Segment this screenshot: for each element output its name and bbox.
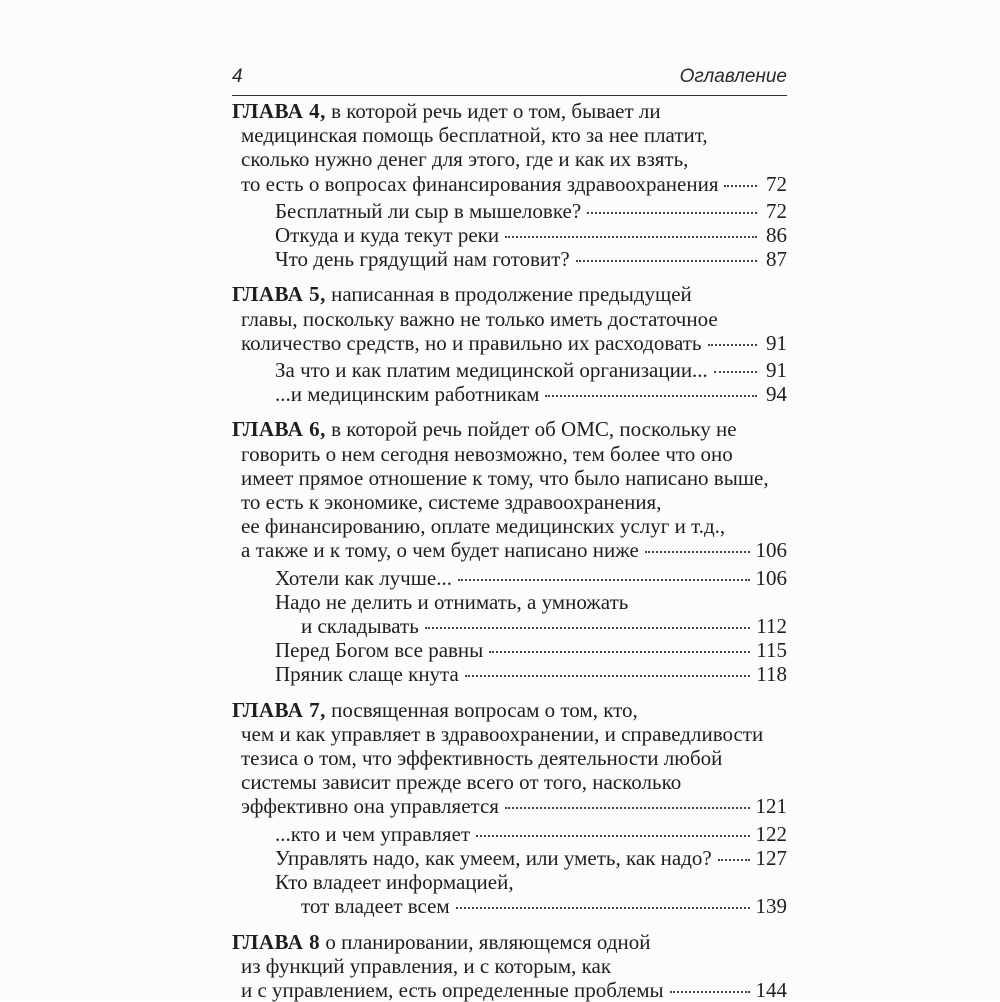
leader-dots	[465, 675, 750, 677]
section-entry[interactable]	[275, 199, 787, 223]
chapter-first-line	[232, 282, 787, 306]
page-number: 4	[232, 66, 243, 88]
entry-page-number: 112	[756, 614, 787, 638]
section-entry[interactable]	[275, 638, 787, 662]
section-entry[interactable]	[275, 247, 787, 271]
entry-page-number: 91	[763, 331, 787, 355]
chapter-last-line[interactable]	[232, 978, 787, 1002]
leader-dots	[545, 395, 757, 397]
section-list	[232, 822, 787, 919]
leader-dots	[576, 260, 757, 262]
chapter-entry	[232, 417, 787, 686]
chapter-text-line: то есть к экономике, системе здравоохранения,	[232, 490, 787, 514]
section-title: Оглавление	[680, 66, 787, 88]
section-entry[interactable]	[275, 566, 787, 590]
entry-title: и с управлением, есть определенные проблемы	[241, 978, 664, 1002]
leader-dots	[708, 344, 757, 346]
leader-dots	[714, 371, 757, 373]
chapter-first-line	[232, 99, 787, 123]
chapter-first-line	[232, 930, 787, 954]
section-entry[interactable]	[275, 223, 787, 247]
running-head	[232, 66, 787, 88]
table-of-contents	[232, 99, 787, 1002]
section-entry[interactable]	[275, 822, 787, 846]
leader-dots	[587, 212, 757, 214]
section-entry[interactable]	[275, 662, 787, 686]
leader-dots	[425, 627, 750, 629]
chapter-label: ГЛАВА 4,	[232, 99, 326, 123]
entry-title: Перед Богом все равны	[275, 638, 483, 662]
chapter-text-line: ее финансированию, оплате медицинских услуг и т.д.,	[232, 514, 787, 538]
entry-title: Хотели как лучше...	[275, 566, 452, 590]
entry-title: Пряник слаще кнута	[275, 662, 459, 686]
chapter-entry	[232, 698, 787, 919]
entry-title: количество средств, но и правильно их расходовать	[241, 331, 702, 355]
chapter-last-line[interactable]	[232, 331, 787, 355]
chapter-text-line: тезиса о том, что эффективность деятельности любой	[232, 746, 787, 770]
leader-dots	[456, 907, 750, 909]
entry-page-number: 144	[756, 978, 788, 1002]
entry-page-number: 115	[756, 638, 787, 662]
chapter-text-line: сколько нужно денег для этого, где и как их взять,	[232, 147, 787, 171]
entry-title: эффективно она управляется	[241, 794, 499, 818]
entry-page-number: 106	[756, 566, 788, 590]
chapter-text: посвященная вопросам о том, кто,	[326, 698, 638, 722]
entry-page-number: 72	[763, 172, 787, 196]
chapter-text: о планировании, являющемся одной	[320, 930, 650, 954]
entry-title: то есть о вопросах финансирования здравоохранения	[241, 172, 718, 196]
leader-dots	[645, 551, 750, 553]
section-list	[232, 199, 787, 272]
chapter-text-line: главы, поскольку важно не только иметь достаточное	[232, 307, 787, 331]
entry-page-number: 87	[763, 247, 787, 271]
section-title-first-line: Кто владеет информацией,	[275, 870, 787, 894]
chapter-text-line: медицинская помощь бесплатной, кто за нее платит,	[232, 123, 787, 147]
chapter-label: ГЛАВА 8	[232, 930, 320, 954]
entry-title: Управлять надо, как умеем, или уметь, как надо?	[275, 846, 712, 870]
chapter-last-line[interactable]	[232, 172, 787, 196]
entry-title: Бесплатный ли сыр в мышеловке?	[275, 199, 581, 223]
entry-title: и складывать	[301, 614, 419, 638]
leader-dots	[505, 236, 757, 238]
entry-title: Откуда и куда текут реки	[275, 223, 499, 247]
leader-dots	[458, 579, 750, 581]
entry-page-number: 72	[763, 199, 787, 223]
chapter-text-line: чем и как управляет в здравоохранении, и справедливости	[232, 722, 787, 746]
entry-page-number: 121	[756, 794, 788, 818]
chapter-text-line: говорить о нем сегодня невозможно, тем более что оно	[232, 442, 787, 466]
section-entry[interactable]	[275, 846, 787, 870]
entry-title: а также и к тому, о чем будет написано ниже	[241, 538, 639, 562]
header-rule	[232, 95, 787, 96]
entry-title: За что и как платим медицинской организации...	[275, 358, 708, 382]
chapter-last-line[interactable]	[232, 794, 787, 818]
section-list	[232, 358, 787, 406]
chapter-text-line: имеет прямое отношение к тому, что было написано выше,	[232, 466, 787, 490]
entry-page-number: 122	[756, 822, 788, 846]
section-entry[interactable]	[275, 894, 787, 918]
chapter-label: ГЛАВА 6,	[232, 417, 326, 441]
entry-title: тот владеет всем	[301, 894, 450, 918]
section-entry[interactable]	[275, 382, 787, 406]
entry-page-number: 127	[756, 846, 788, 870]
chapter-entry	[232, 282, 787, 406]
entry-title: Что день грядущий нам готовит?	[275, 247, 570, 271]
leader-dots	[489, 651, 750, 653]
chapter-label: ГЛАВА 5,	[232, 282, 326, 306]
leader-dots	[505, 807, 750, 809]
entry-page-number: 91	[763, 358, 787, 382]
entry-title: ...и медицинским работникам	[275, 382, 539, 406]
chapter-text: в которой речь идет о том, бывает ли	[326, 99, 661, 123]
entry-page-number: 94	[763, 382, 787, 406]
chapter-text-line: системы зависит прежде всего от того, насколько	[232, 770, 787, 794]
chapter-first-line	[232, 698, 787, 722]
section-list	[232, 566, 787, 687]
entry-page-number: 118	[756, 662, 787, 686]
chapter-first-line	[232, 417, 787, 441]
leader-dots	[476, 835, 749, 837]
leader-dots	[670, 991, 750, 993]
entry-page-number: 106	[756, 538, 788, 562]
section-title-first-line: Надо не делить и отнимать, а умножать	[275, 590, 787, 614]
chapter-entry	[232, 930, 787, 1002]
section-entry[interactable]	[275, 358, 787, 382]
chapter-entry	[232, 99, 787, 271]
chapter-last-line[interactable]	[232, 538, 787, 562]
leader-dots	[718, 859, 750, 861]
section-entry[interactable]	[275, 614, 787, 638]
entry-title: ...кто и чем управляет	[275, 822, 470, 846]
chapter-text: в которой речь пойдет об ОМС, поскольку не	[326, 417, 737, 441]
chapter-label: ГЛАВА 7,	[232, 698, 326, 722]
chapter-text-line: из функций управления, и с которым, как	[232, 954, 787, 978]
chapter-text: написанная в продолжение предыдущей	[326, 282, 692, 306]
entry-page-number: 86	[763, 223, 787, 247]
entry-page-number: 139	[756, 894, 788, 918]
leader-dots	[724, 185, 757, 187]
